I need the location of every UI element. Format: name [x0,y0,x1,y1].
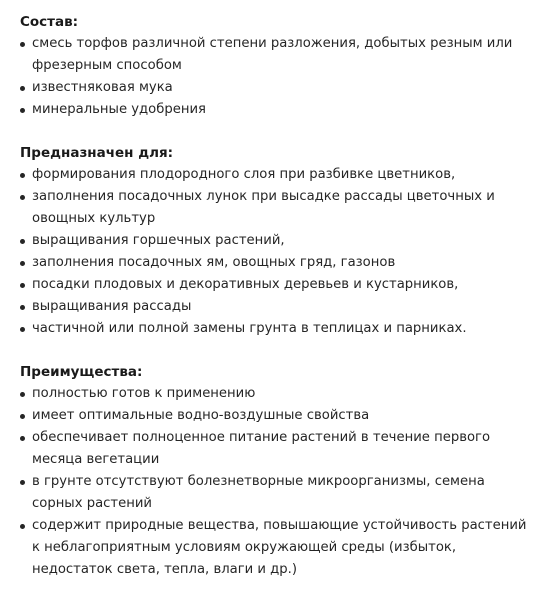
bullet-icon [20,108,25,113]
list-item: содержит природные вещества, повышающие устойчивость растений к неблагоприятным условиям окружающей среды (избыток, недостаток света, тепла, влаги и др.) [20,515,534,581]
bullet-icon [20,261,25,266]
section-title-composition: Состав: [20,14,79,30]
list-item: минеральные удобрения [20,99,534,121]
section-title-advantages: Преимущества: [20,364,143,380]
section-composition [20,11,534,121]
bullet-icon [20,86,25,91]
bullet-icon [20,327,25,332]
list-item: обеспечивает полноценное питание растений в течение первого месяца вегетации [20,427,534,471]
bullet-icon [20,480,25,485]
bullet-icon [20,436,25,441]
list-item: посадки плодовых и декоративных деревьев и кустарников, [20,274,534,296]
bullet-icon [20,414,25,419]
section-advantages [20,361,534,581]
list-item: заполнения посадочных ям, овощных гряд, газонов [20,252,534,274]
list-item: смесь торфов различной степени разложения, добытых резным или фрезерным способом [20,33,534,77]
list-item: выращивания рассады [20,296,534,318]
list-item: имеет оптимальные водно-воздушные свойства [20,405,534,427]
purpose-list [20,164,534,340]
bullet-icon [20,283,25,288]
list-item: полностью готов к применению [20,383,534,405]
bullet-icon [20,305,25,310]
list-item: заполнения посадочных лунок при высадке рассады цветочных и овощных культур [20,186,534,230]
list-item: в грунте отсутствуют болезнетворные микроорганизмы, семена сорных растений [20,471,534,515]
list-item: выращивания горшечных растений, [20,230,534,252]
bullet-icon [20,239,25,244]
bullet-icon [20,42,25,47]
list-item: известняковая мука [20,77,534,99]
bullet-icon [20,173,25,178]
composition-list [20,33,534,121]
list-item: формирования плодородного слоя при разбивке цветников, [20,164,534,186]
section-title-purpose: Предназначен для: [20,145,174,161]
list-item: частичной или полной замены грунта в теплицах и парниках. [20,318,534,340]
section-purpose [20,142,534,340]
bullet-icon [20,392,25,397]
advantages-list [20,383,534,581]
bullet-icon [20,195,25,200]
bullet-icon [20,524,25,529]
